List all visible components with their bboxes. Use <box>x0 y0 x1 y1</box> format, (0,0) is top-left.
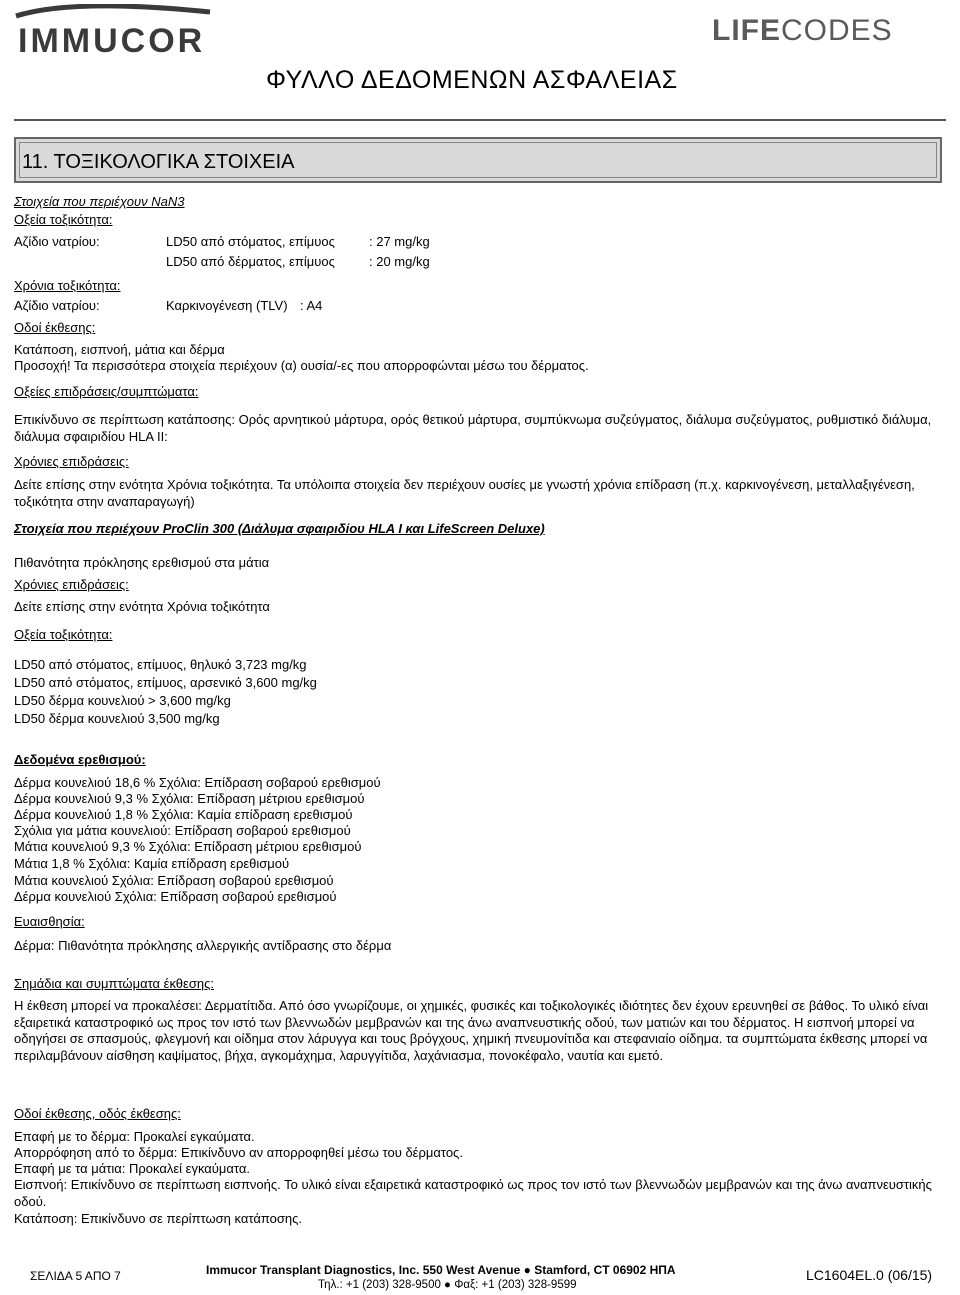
proclin-irritation-item: Μάτια 1,8 % Σχόλια: Καμία επίδραση ερεθισμού <box>14 856 290 871</box>
proclin-irritation-item: Δέρμα κουνελιού Σχόλια: Επίδραση σοβαρού ερεθισμού <box>14 889 337 904</box>
nan3-chronic-sub: Αζίδιο νατρίου: <box>14 298 100 313</box>
nan3-effects-text: Επικίνδυνο σε περίπτωση κατάποσης: Ορός αρνητικού μάρτυρα, ορός θετικού μάρτυρα, συμπύκνωμα συζεύγματος, διάλυμα συζεύγματος, ρυθμιστικό διάλυμα, διάλυμα σφαιριδίου HLA II: <box>14 412 932 444</box>
proclin-sensitivity-text: Δέρμα: Πιθανότητα πρόκλησης αλλεργικής αντίδρασης στο δέρμα <box>14 938 392 953</box>
proclin-chronic-text: Δείτε επίσης στην ενότητα Χρόνια τοξικότητα <box>14 599 270 614</box>
nan3-routes-line1: Κατάποση, εισπνοή, μάτια και δέρμα <box>14 342 225 357</box>
proclin-heading: Στοιχεία που περιέχουν ProClin 300 (Διάλυμα σφαιριδίου HLA I και LifeScreen Deluxe) <box>14 521 545 536</box>
footer-page-number: ΣΕΛΙΔΑ 5 ΑΠΟ 7 <box>30 1269 121 1283</box>
lifecodes-logo <box>712 14 893 48</box>
proclin-line1: Πιθανότητα πρόκλησης ερεθισμού στα μάτια <box>14 555 270 570</box>
proclin-routes-heading: Οδοί έκθεσης, οδός έκθεσης: <box>14 1106 181 1121</box>
proclin-route-item: Επαφή με τα μάτια: Προκαλεί εγκαύματα. <box>14 1161 250 1176</box>
nan3-acute-row2-value: : 20 mg/kg <box>369 254 430 269</box>
nan3-acute-heading: Οξεία τοξικότητα: <box>14 212 113 227</box>
nan3-acute-row1-sub: Αζίδιο νατρίου: <box>14 234 100 249</box>
proclin-ld50-item: LD50 από στόματος, επίμυος, θηλυκό 3,723 mg/kg <box>14 657 307 672</box>
proclin-ld50-item: LD50 δέρμα κουνελιού 3,500 mg/kg <box>14 711 220 726</box>
nan3-effects-heading: Οξείες επιδράσεις/συμπτώματα: <box>14 384 199 399</box>
proclin-acute-heading: Οξεία τοξικότητα: <box>14 627 113 642</box>
lifecodes-logo-part-b: CODES <box>781 14 893 47</box>
nan3-chronic-effects-heading: Χρόνιες επιδράσεις: <box>14 454 129 469</box>
nan3-chronic-desc: Καρκινογένεση (TLV) <box>166 298 288 313</box>
immucor-logo-text: IMMUCOR <box>18 22 206 60</box>
nan3-acute-row1-value: : 27 mg/kg <box>369 234 430 249</box>
nan3-chronic-effects-text: Δείτε επίσης στην ενότητα Χρόνια τοξικότητα. Τα υπόλοιπα στοιχεία δεν περιέχουν ουσίες με γνωστή χρόνια επίδραση (π.χ. καρκινογένεση, μεταλλαξιγένεση, τοξικότητα στην αναπαραγωγή) <box>14 477 915 509</box>
nan3-routes-heading: Οδοί έκθεσης: <box>14 320 96 335</box>
proclin-ld50-item: LD50 από στόματος, επίμυος, αρσενικό 3,600 mg/kg <box>14 675 317 690</box>
nan3-acute-row2-desc: LD50 από δέρματος, επίμυος <box>166 254 335 269</box>
nan3-routes-line2: Προσοχή! Τα περισσότερα στοιχεία περιέχουν (α) ουσία/-ες που απορροφώνται μέσω του δέρματος. <box>14 358 589 373</box>
proclin-irritation-item: Δέρμα κουνελιού 9,3 % Σχόλια: Επίδραση μέτριου ερεθισμού <box>14 791 365 806</box>
proclin-route-item: Απορρόφηση από το δέρμα: Επικίνδυνο αν απορροφηθεί μέσω του δέρματος. <box>14 1145 463 1160</box>
proclin-signs-text: Η έκθεση μπορεί να προκαλέσει: Δερματίτιδα. Από όσο γνωρίζουμε, οι χημικές, φυσικές και τοξικολογικές ιδιότητες δεν έχουν ερευνηθεί σε βάθος. Το υλικό είναι εξαιρετικά καταστροφικό ως προς τον ιστό των βλεννωδών μεμβρανών και της άνω αναπνευστικής οδού, των ματιών και του δέρματος. Η εισπνοή μπορεί να οδηγήσει σε σπασμούς, φλεγμονή και οίδημα στον λάρυγγα και τους βρόγχους, χημική πνευμονίτιδα και στεφανιαίο οίδημα. τα συμπτώματα έκθεσης μπορεί να περιλαμβάνουν αίσθηση καψίματος, βήχα, αγκομάχημα, λαρυγγίτιδα, λαχάνιασμα, πονοκέφαλο, ναυτία και εμετό. <box>14 998 929 1063</box>
proclin-irritation-item: Δέρμα κουνελιού 18,6 % Σχόλια: Επίδραση σοβαρού ερεθισμού <box>14 775 381 790</box>
proclin-irritation-heading: Δεδομένα ερεθισμού: <box>14 752 146 767</box>
nan3-chronic-heading: Χρόνια τοξικότητα: <box>14 278 121 293</box>
section-title: 11. ΤΟΞΙΚΟΛΟΓΙΚΑ ΣΤΟΙΧΕΙΑ <box>22 151 295 173</box>
footer-phone-fax: Τηλ.: +1 (203) 328-9500 ● Φαξ: +1 (203) 328-9599 <box>318 1279 577 1291</box>
footer-document-code: LC1604EL.0 (06/15) <box>806 1267 933 1283</box>
proclin-route-item: Κατάποση: Επικίνδυνο σε περίπτωση κατάποσης. <box>14 1211 302 1226</box>
header-divider <box>14 119 946 121</box>
proclin-irritation-item: Μάτια κουνελιού Σχόλια: Επίδραση σοβαρού ερεθισμού <box>14 873 334 888</box>
nan3-chronic-value: : A4 <box>300 298 323 313</box>
footer-company-address: Immucor Transplant Diagnostics, Inc. 550 West Avenue ● Stamford, CT 06902 ΗΠΑ <box>206 1263 676 1277</box>
document-title: ΦΥΛΛΟ ΔΕΔΟΜΕΝΩΝ ΑΣΦΑΛΕΙΑΣ <box>266 66 678 94</box>
nan3-heading: Στοιχεία που περιέχουν NaN3 <box>14 194 185 209</box>
proclin-irritation-item: Δέρμα κουνελιού 1,8 % Σχόλια: Καμία επίδραση ερεθισμού <box>14 807 353 822</box>
proclin-chronic-heading: Χρόνιες επιδράσεις: <box>14 577 129 592</box>
proclin-route-item: Εισπνοή: Επικίνδυνο σε περίπτωση εισπνοής. Το υλικό είναι εξαιρετικά καταστροφικό ως προς τον ιστό των βλεννωδών μεμβρανών και της άνω αναπνευστικής οδού. <box>14 1177 932 1209</box>
proclin-irritation-item: Μάτια κουνελιού 9,3 % Σχόλια: Επίδραση μέτριου ερεθισμού <box>14 839 362 854</box>
nan3-acute-row1-desc: LD50 από στόματος, επίμυος <box>166 234 335 249</box>
lifecodes-logo-part-a: LIFE <box>712 14 781 47</box>
proclin-signs-heading: Σημάδια και συμπτώματα έκθεσης: <box>14 976 214 991</box>
proclin-route-item: Επαφή με το δέρμα: Προκαλεί εγκαύματα. <box>14 1129 255 1144</box>
proclin-irritation-item: Σχόλια για μάτια κουνελιού: Επίδραση σοβαρού ερεθισμού <box>14 823 351 838</box>
proclin-ld50-item: LD50 δέρμα κουνελιού > 3,600 mg/kg <box>14 693 231 708</box>
proclin-sensitivity-heading: Ευαισθησία: <box>14 914 85 929</box>
